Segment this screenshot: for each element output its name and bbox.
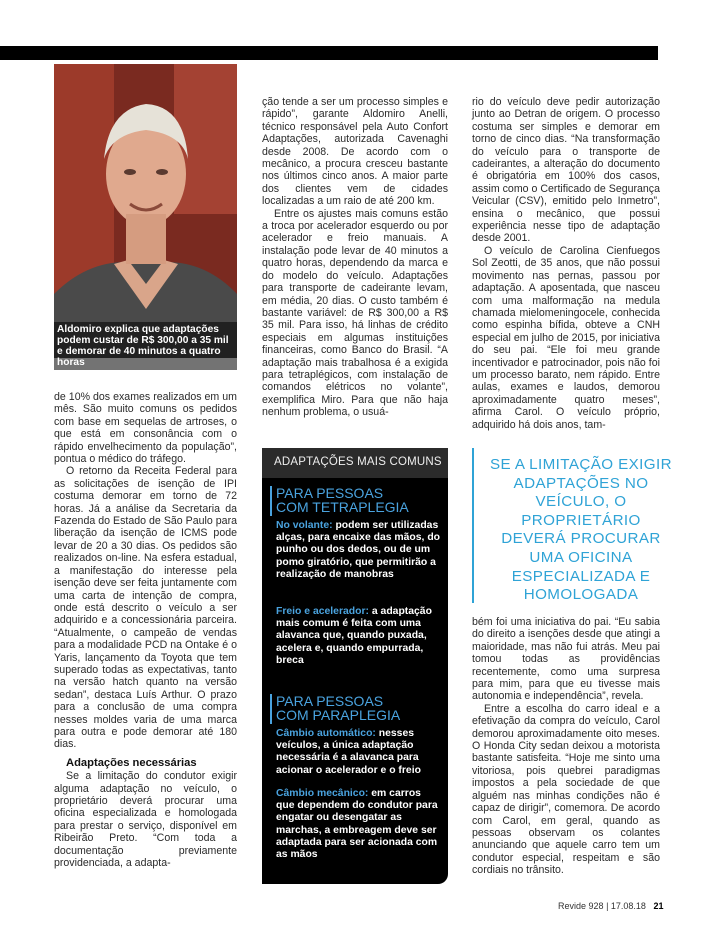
column-2 — [262, 96, 448, 419]
col1-paragraph-2: O retorno da Receita Federal para as solicitações de isenção de IPI costuma demorar em torno de 72 horas. Já a análise da Secretaria da Fazenda do Estado de São Paulo para liberação da isenção de ICMS pode levar de 20 a 30 dias. Os pedidos são realizados on-line. Na esfera estadual, a manifestação do interesse pela isenção deve ser feita juntamente com uma carta de intenção de compra, onde está descrito o veículo a ser adquirido e a concessionária parceira. “Atualmente, o campeão de vendas para a modalidade PCD na Ontake é o Yaris, lançamento da Toyota que tem superado todas as expectativas, tanto na versão hatch quanto na versão sedan”, destaca Luís Arthur. O prazo para a conclusão de uma compra nesses moldes varia de uma marca para outra e pode demorar até 180 dias. — [54, 465, 237, 751]
page-footer — [558, 901, 663, 911]
section-heading: Adaptações necessárias — [66, 756, 197, 769]
paraplegia-item-1-text: nesses veículos, a única adaptação necessária é a alavanca para acionar o acelerador e o freio — [276, 728, 421, 776]
column-1 — [54, 391, 237, 869]
column-3-bottom — [472, 616, 660, 877]
col2-paragraph-1: ção tende a ser um processo simples e rápido”, garante Aldomiro Anelli, técnico responsável pela Auto Confort Adaptações, autorizada Cavenaghi desde 2008. De acordo com o mecânico, a procura cresceu bastante nos últimos cinco anos. A maior parte dos clientes vem de cidades localizadas a um raio de até 200 km. — [262, 96, 448, 208]
portrait-photo — [54, 64, 237, 358]
tetraplegia-item-1-key: No volante: — [276, 520, 333, 531]
publication-name: Revide 928 — [558, 901, 604, 911]
page-number: 21 — [653, 901, 664, 911]
tetraplegia-item-1 — [276, 520, 442, 581]
quote-rule — [472, 448, 474, 603]
tetraplegia-title-line-1: PARA PESSOAS — [276, 485, 384, 501]
paraplegia-title-line-1: PARA PESSOAS — [276, 693, 384, 709]
paraplegia-item-1 — [276, 728, 442, 777]
tetraplegia-item-2 — [276, 606, 442, 667]
footer-separator: | — [606, 901, 611, 911]
publication-date: 17.08.18 — [610, 901, 646, 911]
pull-quote: SE A LIMITAÇÃO EXIGIR ADAPTAÇÕES NO VEÍCULO, O PROPRIETÁRIO DEVERÁ PROCURAR UMA OFICINA ESPECIALIZADA E HOMOLOGADA — [490, 456, 672, 604]
adaptations-box — [262, 448, 448, 884]
paraplegia-title-line-2: COM PARAPLEGIA — [276, 707, 401, 723]
man-portrait-illustration — [54, 64, 237, 358]
column-3-top — [472, 96, 660, 431]
box-header — [262, 448, 448, 478]
tetraplegia-item-2-key: Freio e acelerador: — [276, 606, 369, 617]
top-bar — [0, 46, 658, 60]
paraplegia-item-2-key: Câmbio mecânico: — [276, 788, 369, 799]
col3-paragraph-2: O veículo de Carolina Cienfuegos Sol Zeotti, de 35 anos, que não possui movimento nas pernas, passou por adaptação. A aposentada, que nasceu com uma malformação na medula chamada mielomeningocele, conhecida como espinha bífida, obteve a CNH especial em julho de 2015, por iniciativa do seu pai. “Ele foi meu grande incentivador e patrocinador, pois não foi um processo barato, nem rápido. Entre aulas, exames e laudos, demorou aproximadamente quatro meses”, afirma Carol. O veículo próprio, adquirido há dois anos, tam- — [472, 244, 660, 431]
col3-paragraph-3: bém foi uma iniciativa do pai. “Eu sabia do direito a isenções desde que atingi a maioridade, mas não fui atrás. Meu pai tomou todas as providências recentemente, como uma surpresa para mim, para que eu tivesse mais autonomia e independência”, revela. — [472, 616, 660, 703]
col2-paragraph-2: Entre os ajustes mais comuns estão a troca por acelerador esquerdo ou por acelerador e freio manuais. A instalação pode levar de 40 minutos a quatro horas, dependendo da marca e do modelo do veículo. Adaptações para transporte de cadeirante levam, em média, 20 dias. O custo também é bastante variável: de R$ 300,00 a R$ 35 mil. Para isso, há linhas de crédito especiais em algumas instituições financeiras, como Banco do Brasil. “A adaptação mais trabalhosa é a exigida para tetraplégicos, com instalação de comandos elétricos no volante”, exemplifica Miro. Para que não haja nenhum problema, o usuá- — [262, 207, 448, 419]
paraplegia-item-1-key: Câmbio automático: — [276, 728, 376, 739]
paraplegia-title — [276, 694, 400, 722]
tetraplegia-title — [276, 486, 409, 514]
photo-caption: Aldomiro explica que adaptações podem custar de R$ 300,00 a 35 mil e demorar de 40 minutos a quatro horas — [54, 322, 237, 370]
box-title: ADAPTAÇÕES MAIS COMUNS — [274, 456, 442, 468]
col1-paragraph-3: Se a limitação do condutor exigir alguma adaptação no veículo, o proprietário deverá procurar uma oficina especializada e homologada para prestar o serviço, disponível em Ribeirão Preto. “Com toda a documentação previamente providenciada, a adapta- — [54, 770, 237, 870]
tetraplegia-item-2-text: a adaptação mais comum é feita com uma alavanca que, quando puxada, acelera e, quando empurrada, breca — [276, 606, 432, 666]
col3-paragraph-1: rio do veículo deve pedir autorização junto ao Detran de origem. O processo costuma ser simples e demorar em torno de cinco dias. “Na transformação do veículo para o transporte de cadeirantes, a alteração do documento é obrigatória em 100% dos casos, assim como o Certificado de Segurança Veicular (CSV), emitido pelo Inmetro”, ensina o mecânico, que possui experiência nesse tipo de adaptação desde 2001. — [472, 96, 660, 245]
paraplegia-item-2 — [276, 788, 442, 861]
tetraplegia-title-line-2: COM TETRAPLEGIA — [276, 499, 409, 515]
tetraplegia-item-1-text: podem ser utilizadas alças, para encaixe das mãos, do punho ou dos dedos, ou de um pomo giratório, que permitirão a realização de manobras — [276, 520, 441, 580]
col1-paragraph-1: de 10% dos exames realizados em um mês. São muito comuns os pedidos com base em sequelas de artroses, o que está em consonância com o rápido envelhecimento da população”, pontua o médico do tráfego. — [54, 391, 237, 466]
col3-paragraph-4: Entre a escolha do carro ideal e a efetivação da compra do veículo, Carol demorou aproximadamente oito meses. O Honda City sedan deixou a motorista bastante satisfeita. “Hoje me sinto uma vitoriosa, pois quebrei paradigmas impostos a pela sociedade de que alguém nas minhas condições não é capaz de dirigir”, comemora. De acordo com Carol, em geral, quando as pessoas observam os colantes anunciando que aquele carro tem um condutor especial, respeitam e são cordiais no trânsito. — [472, 702, 660, 877]
paraplegia-item-2-text: em carros que dependem do condutor para engatar ou desengatar as marchas, a embreagem deve ser adaptada para ser acionada com as mãos — [276, 788, 438, 861]
